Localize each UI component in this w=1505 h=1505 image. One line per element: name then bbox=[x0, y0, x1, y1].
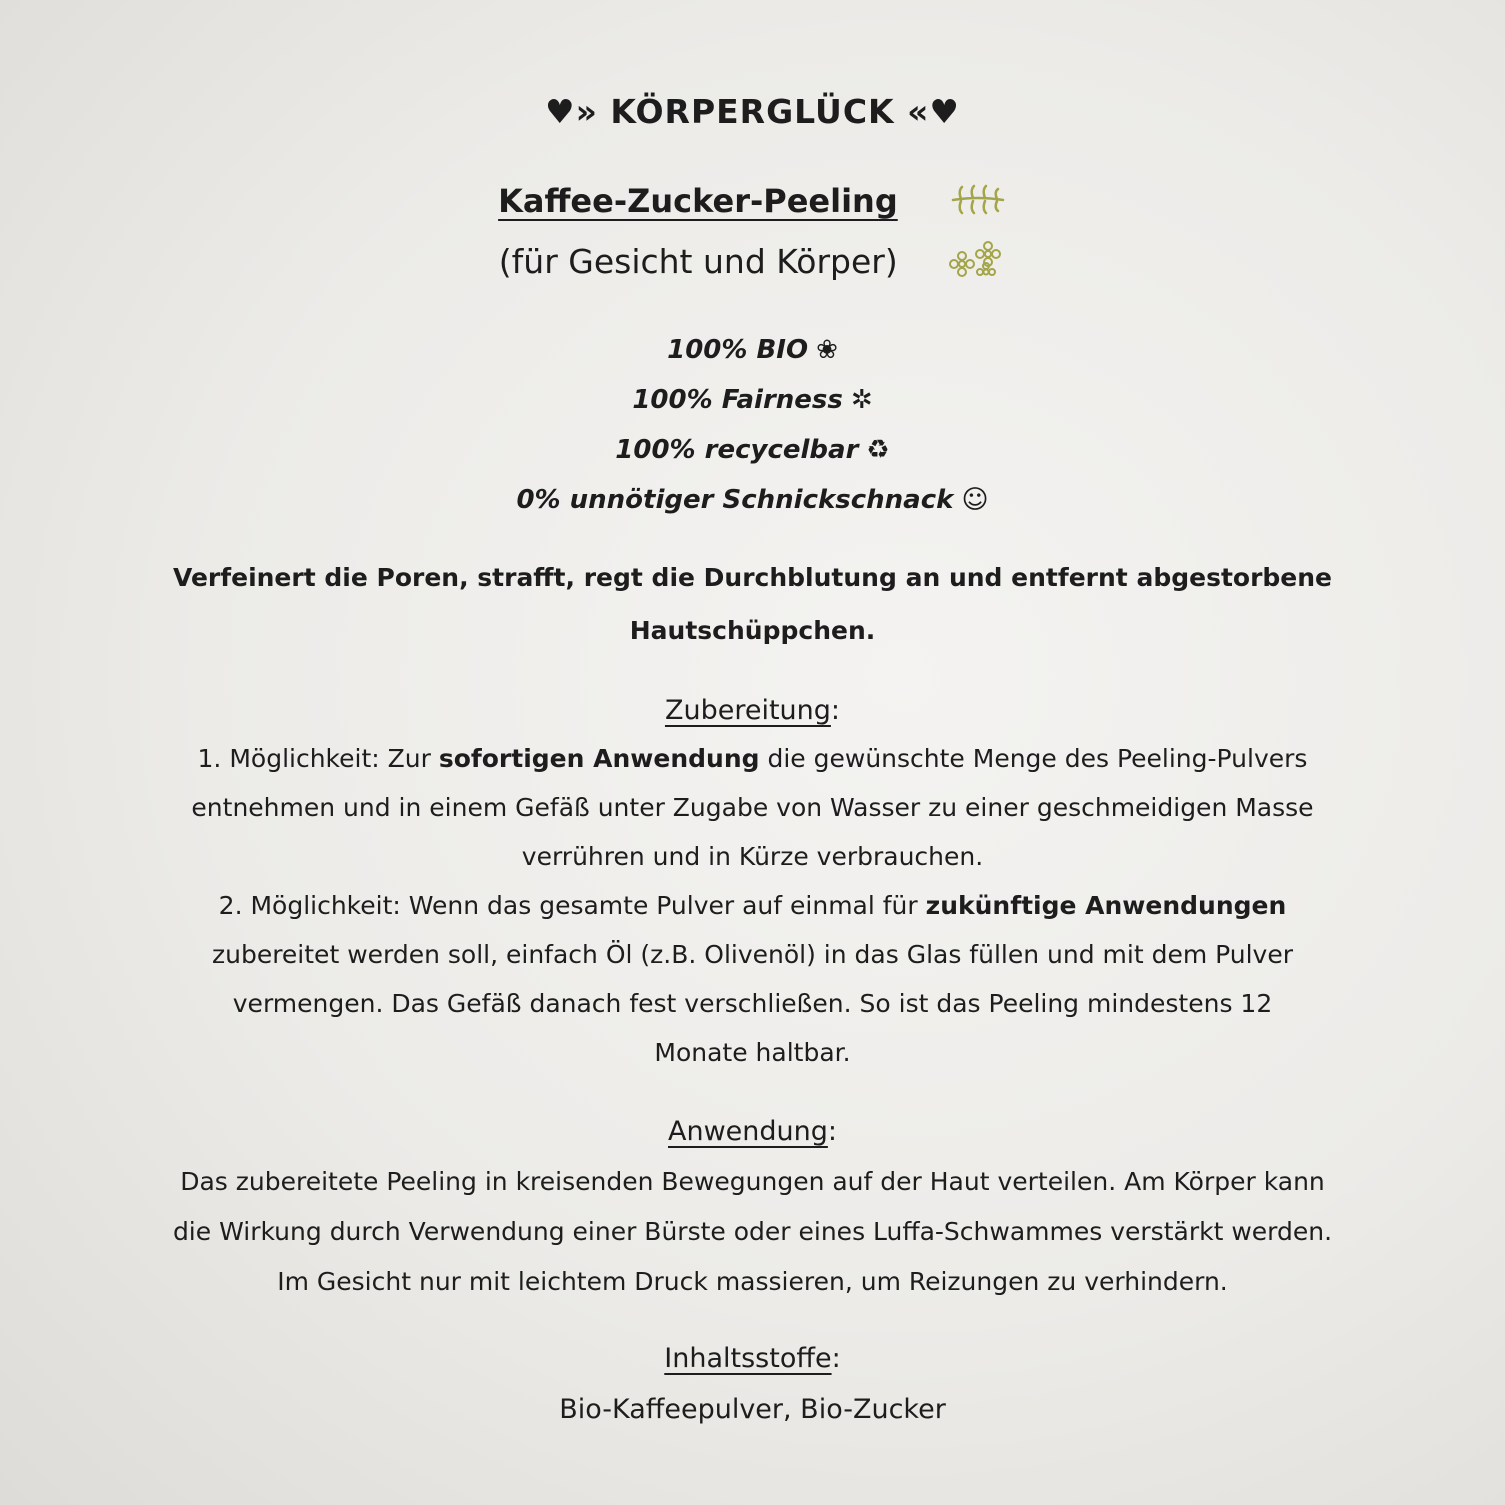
application-heading-text: Anwendung bbox=[668, 1116, 828, 1147]
text-segment: die gewünschte Menge des Peeling-Pulvers bbox=[759, 744, 1308, 773]
product-subtitle-line bbox=[0, 240, 1505, 287]
claim-recyclable bbox=[0, 435, 1505, 465]
sun-icon: ✲ bbox=[850, 385, 873, 415]
description-line-1: Verfeinert die Poren, strafft, regt die Durchblutung an und entfernt abgestorbene bbox=[172, 563, 1333, 592]
recycle-icon: ♻ bbox=[866, 435, 890, 465]
description-line-2: Hautschüppchen. bbox=[629, 616, 876, 645]
application-line-2: die Wirkung durch Verwendung einer Bürste oder eines Luffa-Schwammes verstärkt werden. bbox=[172, 1217, 1333, 1246]
brand-title: ♥» KÖRPERGLÜCK «♥ bbox=[545, 92, 960, 131]
claim-fairness bbox=[0, 385, 1505, 415]
claim-bio bbox=[0, 335, 1505, 365]
text-segment: 1. Möglichkeit: Zur bbox=[197, 744, 439, 773]
preparation-option2-line3: vermengen. Das Gefäß danach fest verschließen. So ist das Peeling mindestens 12 bbox=[232, 989, 1273, 1018]
product-title-line bbox=[0, 182, 1505, 223]
preparation-option2-line4: Monate haltbar. bbox=[654, 1038, 851, 1067]
ingredients-heading bbox=[0, 1343, 1505, 1374]
preparation-option2-line1 bbox=[0, 891, 1505, 920]
ingredients-heading-text: Inhaltsstoffe bbox=[664, 1343, 832, 1374]
claim-text: 100% BIO bbox=[667, 335, 809, 365]
heading-colon: : bbox=[830, 695, 841, 726]
preparation-option1-line3: verrühren und in Kürze verbrauchen. bbox=[521, 842, 984, 871]
claim-text: 100% recycelbar bbox=[615, 435, 859, 465]
heading-colon: : bbox=[827, 1116, 837, 1147]
flowers-icon bbox=[948, 240, 1006, 287]
product-title: Kaffee-Zucker-Peeling bbox=[498, 182, 898, 220]
smiley-icon: ☺ bbox=[961, 485, 989, 515]
preparation-option1-line2: entnehmen und in einem Gefäß unter Zugabe von Wasser zu einer geschmeidigen Masse bbox=[191, 793, 1314, 822]
preparation-heading bbox=[0, 695, 1505, 726]
application-line-1: Das zubereitete Peeling in kreisenden Bewegungen auf der Haut verteilen. Am Körper kann bbox=[180, 1167, 1325, 1196]
herb-sprig-icon bbox=[949, 184, 1007, 223]
preparation-heading-text: Zubereitung bbox=[664, 695, 831, 726]
text-segment: 2. Möglichkeit: Wenn das gesamte Pulver auf einmal für bbox=[218, 891, 926, 920]
emphasis-text: sofortigen Anwendung bbox=[438, 744, 760, 773]
ingredients-list: Bio-Kaffeepulver, Bio-Zucker bbox=[559, 1394, 946, 1425]
claim-text: 100% Fairness bbox=[632, 385, 843, 415]
flower-icon: ❀ bbox=[816, 335, 838, 365]
product-subtitle: (für Gesicht und Körper) bbox=[498, 242, 898, 281]
claim-text: 0% unnötiger Schnickschnack bbox=[516, 485, 954, 515]
preparation-option1-line1 bbox=[0, 744, 1505, 773]
heading-colon: : bbox=[831, 1343, 841, 1374]
emphasis-text: zukünftige Anwendungen bbox=[925, 891, 1287, 920]
application-line-3: Im Gesicht nur mit leichtem Druck massieren, um Reizungen zu verhindern. bbox=[277, 1267, 1228, 1296]
claim-no-frills bbox=[0, 485, 1505, 515]
application-heading bbox=[0, 1116, 1505, 1147]
preparation-option2-line2: zubereitet werden soll, einfach Öl (z.B. Olivenöl) in das Glas füllen und mit dem Pulver bbox=[211, 940, 1294, 969]
